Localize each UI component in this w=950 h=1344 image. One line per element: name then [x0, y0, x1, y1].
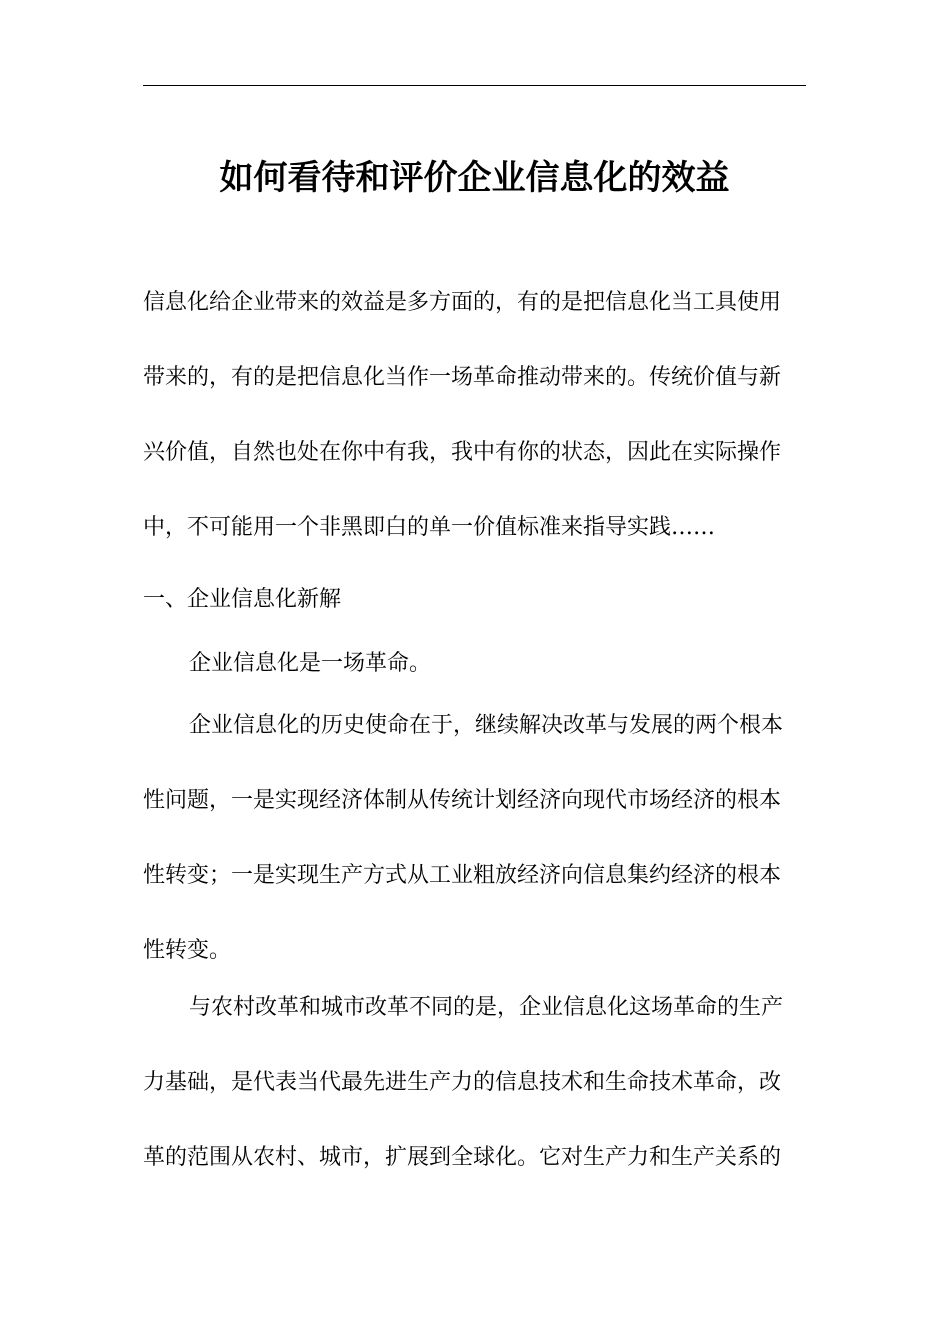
intro-line: 中，不可能用一个非黑即白的单一价值标准来指导实践…… — [143, 515, 716, 540]
intro-line: 带来的，有的是把信息化当作一场革命推动带来的。传统价值与新 — [143, 365, 782, 390]
header-rule — [143, 85, 806, 86]
paragraph-line: 企业信息化的历史使命在于，继续解决改革与发展的两个根本 — [189, 713, 784, 738]
paragraph — [143, 703, 806, 1003]
paragraph-line: 与农村改革和城市改革不同的是，企业信息化这场革命的生产 — [189, 995, 784, 1020]
intro-paragraph — [143, 280, 806, 580]
paragraph-line: 力基础，是代表当代最先进生产力的信息技术和生命技术革命，改 — [143, 1070, 782, 1095]
section-heading: 一、企业信息化新解 — [143, 587, 342, 612]
paragraph-line: 性转变；一是实现生产方式从工业粗放经济向信息集约经济的根本 — [143, 863, 782, 888]
paragraph — [143, 985, 806, 1210]
paragraph-line: 革的范围从农村、城市，扩展到全球化。它对生产力和生产关系的 — [143, 1145, 782, 1170]
paragraph-line: 性问题，一是实现经济体制从传统计划经济向现代市场经济的根本 — [143, 788, 782, 813]
paragraph: 企业信息化是一场革命。 — [189, 651, 432, 676]
paragraph-line: 性转变。 — [143, 938, 232, 963]
intro-line: 兴价值，自然也处在你中有我，我中有你的状态，因此在实际操作 — [143, 440, 782, 465]
intro-line: 信息化给企业带来的效益是多方面的，有的是把信息化当工具使用 — [143, 290, 782, 315]
document-title: 如何看待和评价企业信息化的效益 — [219, 158, 730, 198]
